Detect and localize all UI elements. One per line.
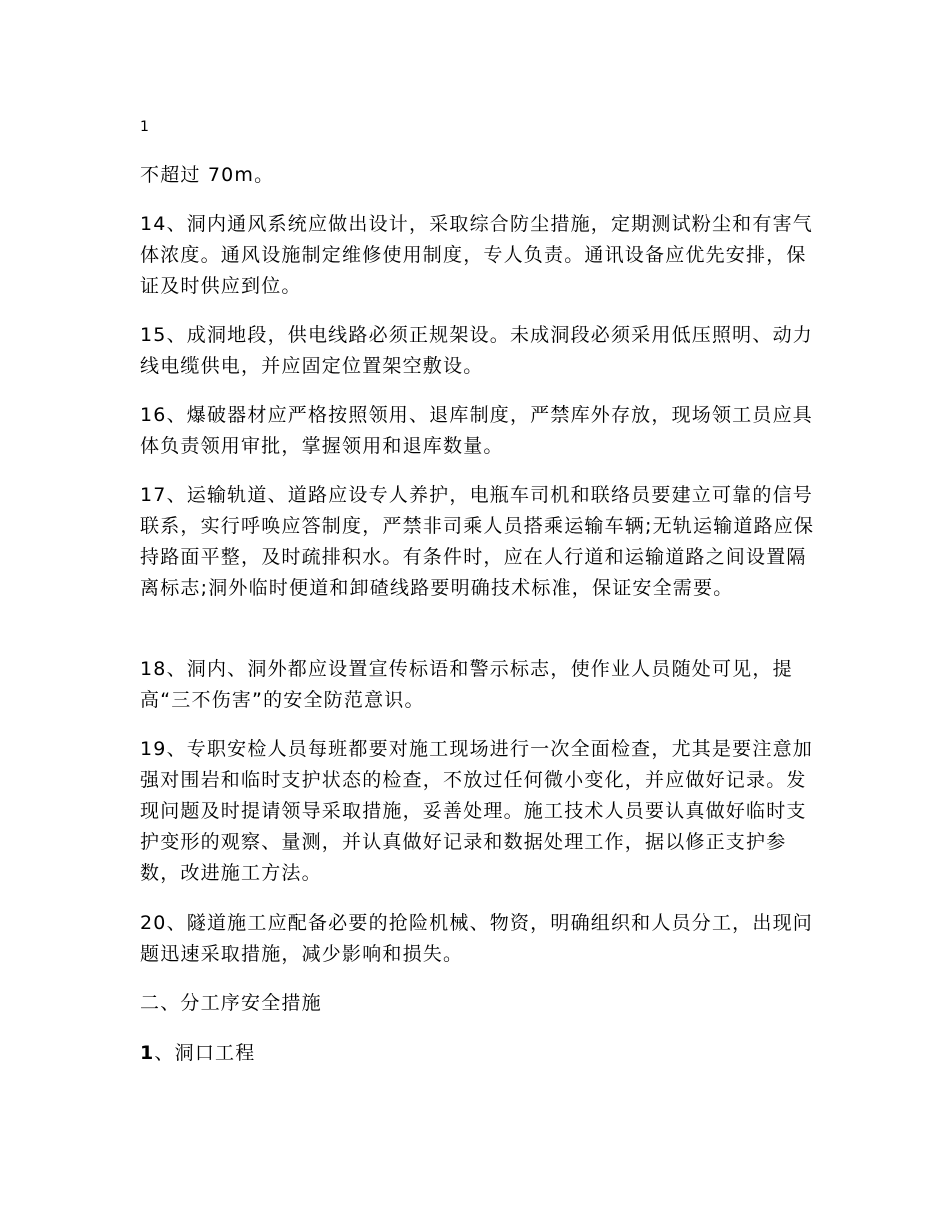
subsection-number: 1 bbox=[140, 1042, 155, 1064]
paragraph-item-20: 20、隧道施工应配备必要的抢险机械、物资，明确组织和人员分工，出现问题迅速采取措施，减少影响和损失。 bbox=[140, 912, 813, 965]
paragraph-item-16: 16、爆破器材应严格按照领用、退库制度，严禁库外存放，现场领工员应具体负责领用审批，掌握领用和退库数量。 bbox=[140, 404, 813, 457]
subsection-title: 、洞口工程 bbox=[154, 1042, 256, 1064]
section-heading: 二、分工序安全措施 bbox=[140, 992, 322, 1014]
paragraph-continuation: 不超过 70m。 bbox=[140, 164, 275, 186]
page-number: 1 bbox=[140, 119, 149, 135]
paragraph-item-15: 15、成洞地段，供电线路必须正规架设。未成洞段必须采用低压照明、动力线电缆供电，并应固定位置架空敷设。 bbox=[140, 324, 813, 377]
paragraph-item-14: 14、洞内通风系统应做出设计，采取综合防尘措施，定期测试粉尘和有害气体浓度。通风设施制定维修使用制度，专人负责。通讯设备应优先安排，保证及时供应到位。 bbox=[140, 213, 813, 297]
paragraph-item-17: 17、运输轨道、道路应设专人养护，电瓶车司机和联络员要建立可靠的信号联系，实行呼唤应答制度，严禁非司乘人员搭乘运输车辆;无轨运输道路应保持路面平整，及时疏排积水。有条件时，应在人行道和运输道路之间设置隔离标志;洞外临时便道和卸碴线路要明确技术标准，保证安全需要。 bbox=[140, 484, 815, 599]
paragraph-item-18: 18、洞内、洞外都应设置宣传标语和警示标志，使作业人员随处可见，提高“三不伤害”的安全防范意识。 bbox=[140, 658, 793, 711]
subsection-heading bbox=[140, 1038, 820, 1069]
paragraph-item-19: 19、专职安检人员每班都要对施工现场进行一次全面检查，尤其是要注意加强对围岩和临时支护状态的检查，不放过任何微小变化，并应做好记录。发现问题及时提请领导采取措施，妥善处理。施工技术人员要认真做好临时支护变形的观察、量测，并认真做好记录和数据处理工作，据以修正支护参数，改进施工方法。 bbox=[140, 738, 813, 884]
